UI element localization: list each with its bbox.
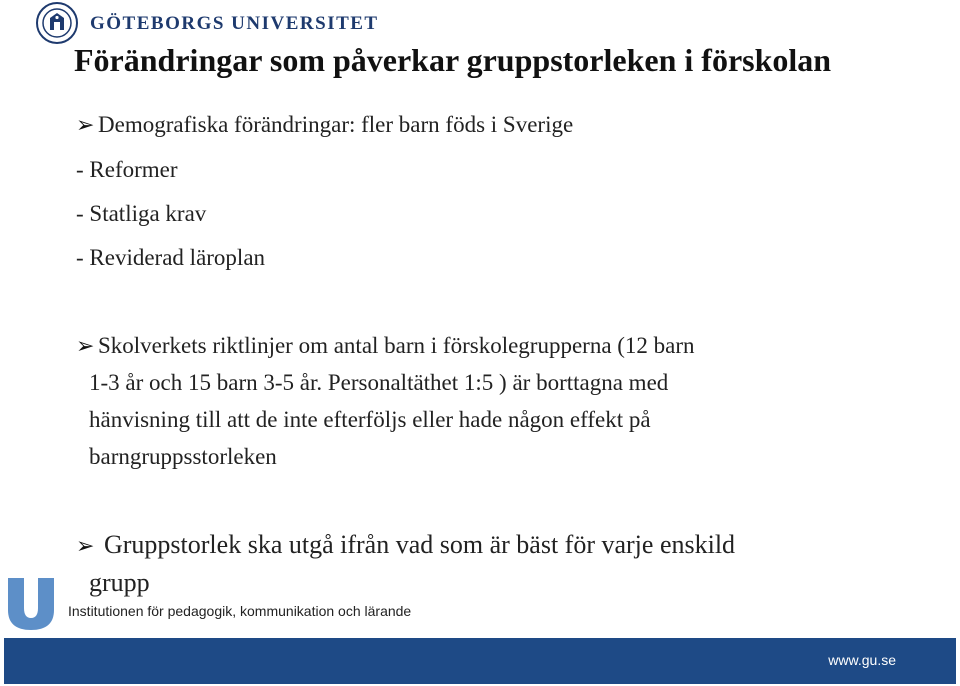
bullet-skolverket-line3: hänvisning till att de inte efterföljs eller hade någon effekt på — [89, 407, 651, 432]
website-link[interactable]: www.gu.se — [828, 652, 896, 668]
arrow-bullet-icon: ➢ — [76, 334, 95, 359]
bullet-demographic: ➢ Demografiska förändringar: fler barn föds i Sverige — [76, 112, 574, 138]
university-name: GÖTEBORGS UNIVERSITET — [90, 13, 379, 34]
bullet-skolverket-line4: barngruppsstorleken — [89, 444, 277, 469]
bullet-gruppstorlek: ➢ Gruppstorlek ska utgå ifrån vad som är bäst för varje enskild — [76, 530, 736, 559]
arrow-bullet-icon: ➢ — [76, 534, 95, 559]
arrow-bullet-icon: ➢ — [76, 113, 95, 138]
sub-item-reviderad-laroplan: - Reviderad läroplan — [76, 245, 266, 270]
university-seal-icon — [36, 2, 78, 44]
bullet-skolverket-line2: 1-3 år och 15 barn 3-5 år. Personaltäthet 1:5 ) är borttagna med — [89, 370, 669, 395]
bullet-gruppstorlek-line2: grupp — [89, 568, 150, 597]
bullet-skolverket: ➢ Skolverkets riktlinjer om antal barn i förskolegrupperna (12 barn — [76, 333, 695, 359]
department-u-logo-icon — [4, 578, 58, 630]
sub-item-statliga-krav: - Statliga krav — [76, 201, 207, 226]
footer-bar — [4, 638, 956, 684]
sub-item-reformer: - Reformer — [76, 157, 178, 182]
slide-title: Förändringar som påverkar gruppstorleken i förskolan — [74, 42, 832, 78]
department-name: Institutionen för pedagogik, kommunikation och lärande — [68, 603, 412, 619]
